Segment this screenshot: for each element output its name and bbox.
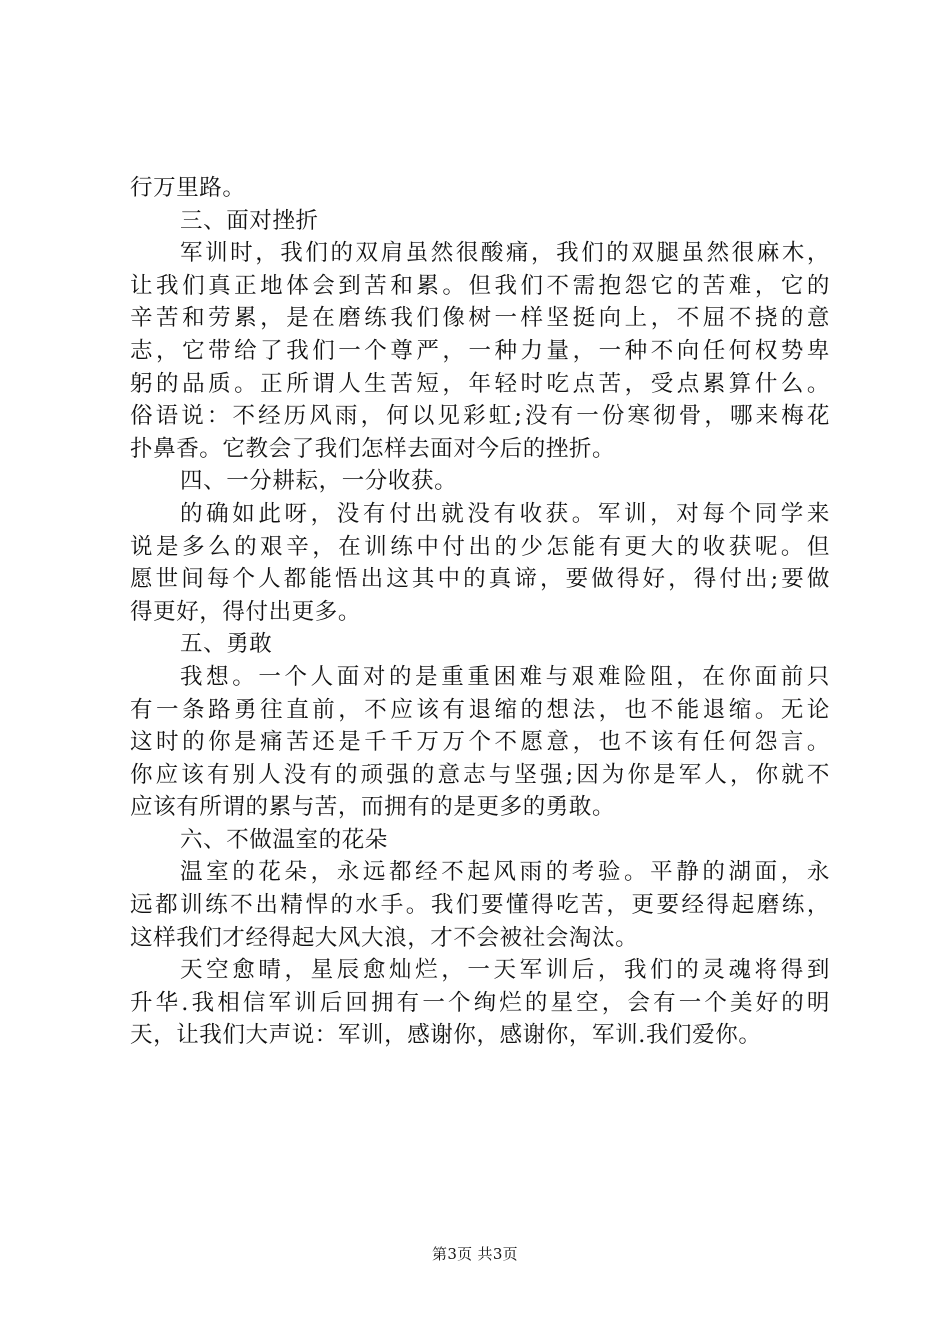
document-body [130,172,830,1052]
text-line: 这时的你是痛苦还是千千万万个不愿意，也不该有任何怨言。 [130,729,830,756]
text-line: 远都训练不出精悍的水手。我们要懂得吃苦，更要经得起磨练， [130,892,830,919]
text-line: 我想。一个人面对的是重重困难与艰难险阻，在你面前只 [180,663,830,690]
text-line: 让我们真正地体会到苦和累。但我们不需抱怨它的苦难，它的 [130,272,830,299]
section-heading-facing-setbacks: 三、面对挫折 [180,207,319,234]
text-line: 俗语说：不经历风雨，何以见彩虹;没有一份寒彻骨，哪来梅花 [130,403,830,430]
text-line: 志，它带给了我们一个尊严，一种力量，一种不向任何权势卑 [130,337,830,364]
text-line: 天空愈晴，星辰愈灿烂，一天军训后，我们的灵魂将得到 [180,957,830,984]
section-heading-courage: 五、勇敢 [180,631,273,658]
text-line: 躬的品质。正所谓人生苦短，年轻时吃点苦，受点累算什么。 [130,370,830,397]
text-line: 应该有所谓的累与苦，而拥有的是更多的勇敢。 [130,794,616,821]
text-line: 天，让我们大声说：军训，感谢你，感谢你，军训.我们爱你。 [130,1022,762,1049]
text-line: 得更好，得付出更多。 [130,598,362,625]
text-line: 扑鼻香。它教会了我们怎样去面对今后的挫折。 [130,435,616,462]
section-heading-greenhouse-flowers: 六、不做温室的花朵 [180,826,388,853]
text-line: 说是多么的艰辛，在训练中付出的少怎能有更大的收获呢。但 [130,533,830,560]
page-number-footer: 第3页 共3页 [432,1245,518,1263]
text-line: 有一条路勇往直前，不应该有退缩的想法，也不能退缩。无论 [130,696,830,723]
text-line: 温室的花朵，永远都经不起风雨的考验。平静的湖面，永 [180,859,830,886]
text-line: 你应该有别人没有的顽强的意志与坚强;因为你是军人，你就不 [130,761,830,788]
text-line: 愿世间每个人都能悟出这其中的真谛，要做得好，得付出;要做 [130,566,830,593]
section-heading-effort-and-reward: 四、一分耕耘，一分收获。 [180,468,458,495]
text-line: 的确如此呀，没有付出就没有收获。军训，对每个同学来 [180,500,830,527]
text-line: 行万里路。 [130,175,246,201]
text-line: 升华.我相信军训后回拥有一个绚烂的星空，会有一个美好的明 [130,989,830,1016]
text-line: 军训时，我们的双肩虽然很酸痛，我们的双腿虽然很麻木， [180,240,830,267]
text-line: 这样我们才经得起大风大浪，才不会被社会淘汰。 [130,924,639,951]
text-line: 辛苦和劳累，是在磨练我们像树一样坚挺向上，不屈不挠的意 [130,305,830,332]
